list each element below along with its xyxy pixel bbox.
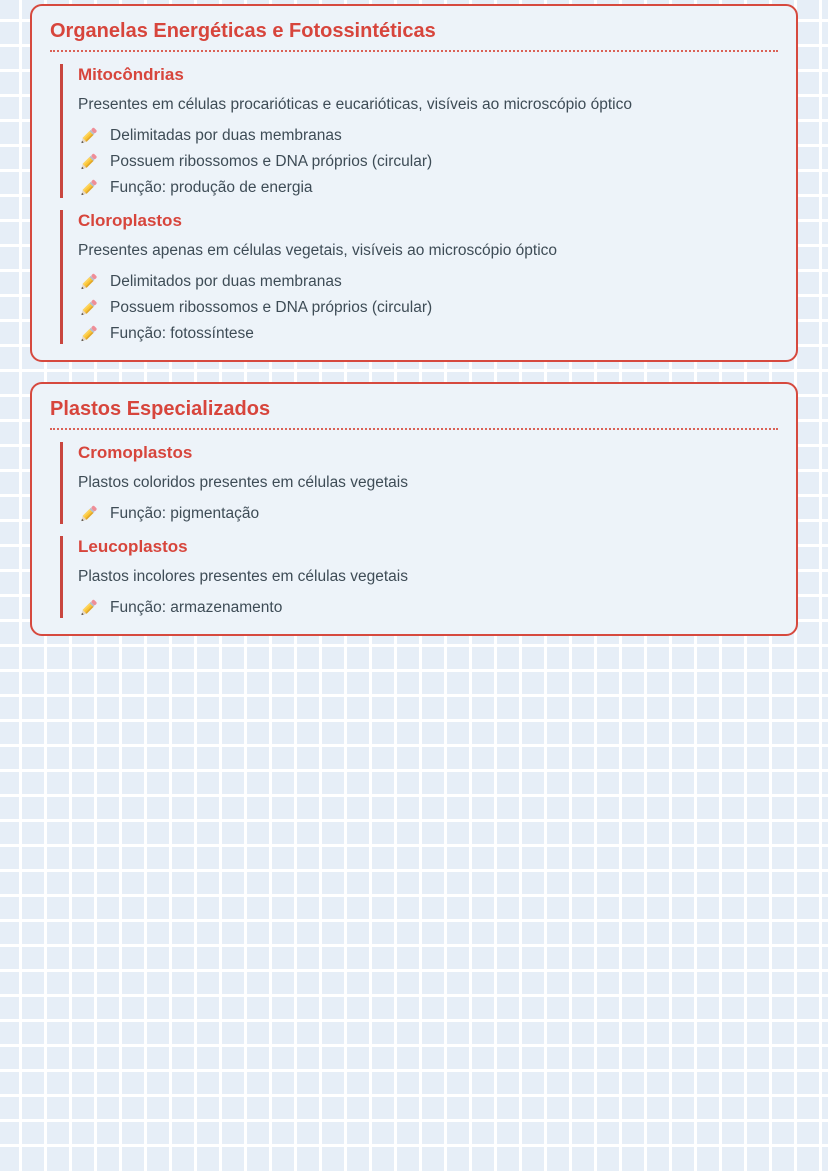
section-cromoplastos [60,442,778,524]
section-description: Plastos coloridos presentes em células vegetais [78,474,408,491]
pencil-icon [78,152,99,172]
bullet-text: Função: armazenamento [110,599,283,616]
list-item [78,152,778,172]
section-cloroplastos [60,210,778,344]
pencil-icon [78,298,99,318]
pencil-icon [78,126,99,146]
pencil-icon [78,598,99,618]
bullet-text: Função: pigmentação [110,505,260,522]
section-description: Presentes em células procarióticas e eucarióticas, visíveis ao microscópio óptico [78,96,632,113]
bullet-text: Função: produção de energia [110,179,313,196]
list-item [78,324,778,344]
pencil-icon [78,272,99,292]
list-item [78,272,778,292]
list-item [78,504,778,524]
pencil-icon [78,324,99,344]
card-organelas-energeticas [30,4,798,362]
bullet-list [78,504,778,524]
list-item [78,126,778,146]
card-plastos-especializados [30,382,798,636]
section-title: Cloroplastos [78,211,182,230]
bullet-text: Delimitadas por duas membranas [110,127,342,144]
bullet-list [78,598,778,618]
section-mitocondrias [60,64,778,198]
bullet-list [78,272,778,344]
section-title: Leucoplastos [78,537,188,556]
section-description: Presentes apenas em células vegetais, visíveis ao microscópio óptico [78,242,558,259]
bullet-text: Possuem ribossomos e DNA próprios (circular) [110,299,433,316]
section-title: Cromoplastos [78,443,193,462]
list-item [78,178,778,198]
pencil-icon [78,178,99,198]
bullet-text: Possuem ribossomos e DNA próprios (circular) [110,153,433,170]
section-leucoplastos [60,536,778,618]
card-title: Plastos Especializados [50,396,778,430]
list-item [78,598,778,618]
bullet-text: Função: fotossíntese [110,325,254,342]
pencil-icon [78,504,99,524]
section-title: Mitocôndrias [78,65,184,84]
bullet-list [78,126,778,198]
bullet-text: Delimitados por duas membranas [110,273,342,290]
card-title: Organelas Energéticas e Fotossintéticas [50,18,778,52]
list-item [78,298,778,318]
section-description: Plastos incolores presentes em células vegetais [78,568,408,585]
